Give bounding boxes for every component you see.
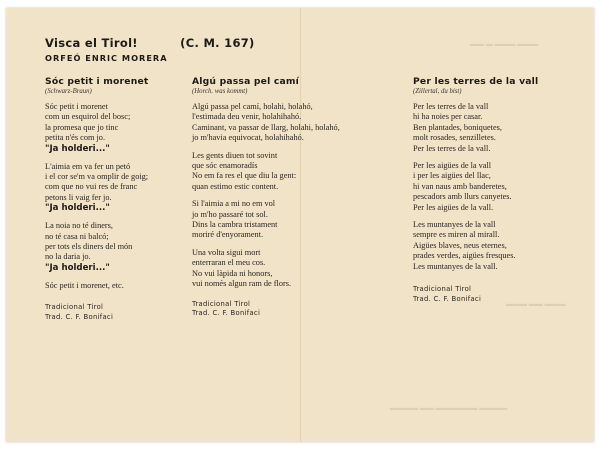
stanza: [413, 102, 588, 154]
song-origin: (Horch. was kommt): [192, 88, 248, 95]
stanza: [413, 161, 588, 213]
verse-line: hi ha noies per casar.: [413, 112, 483, 122]
origin-credit: Tradicional Tirol: [413, 285, 472, 294]
verse-line: Les muntanyes de la vall: [413, 220, 496, 230]
verse-line: jo m'ho passaré tot sol.: [192, 209, 268, 219]
verse-line: l'estimada deu venir, holahihahó.: [192, 112, 302, 122]
verse-line: i per les aigües del llac,: [413, 171, 491, 181]
verse-line: molt rosades, senzilletes.: [413, 133, 496, 143]
verse-line: la promesa que jo tinc: [45, 122, 119, 132]
verse-line: per tots els diners del món: [45, 242, 133, 252]
verse-line: petita n'és com jo.: [45, 133, 106, 143]
verse-line: jo m'havia equivocat, holahihahó.: [192, 133, 304, 143]
choir-name: ORFEÓ ENRIC MORERA: [45, 53, 168, 63]
origin-credit: Tradicional Tirol: [192, 299, 251, 308]
song-origin: (Zillertal, du bist): [413, 88, 462, 95]
verse-line: Per les aigües de la vall: [413, 161, 492, 171]
verse-line: No vui làpida ni honors,: [192, 268, 273, 278]
verse-line: pescadors amb llurs canyetes.: [413, 192, 512, 202]
song-origin: (Schwarz-Braun): [45, 88, 92, 95]
bleed-through-text: ▬▬▬ ▬▬ ▬▬▬: [506, 300, 566, 308]
verse-line: no la daria jo.: [45, 252, 91, 262]
origin-credit: Tradicional Tirol: [45, 303, 104, 312]
song-column-3: [413, 76, 588, 304]
verse-line: Per les terres de la vall.: [413, 143, 491, 153]
stanza: [192, 248, 392, 290]
verse-line: sempre es miren al mirall.: [413, 230, 500, 240]
verse-line: prades verdes, aigües fresques.: [413, 251, 516, 261]
song-column-2: [192, 76, 392, 318]
verse-line: Sóc petit i morenet: [45, 102, 108, 111]
verse-line: i el cor se'm va omplir de goig;: [45, 172, 149, 182]
verse-line: quan estimo estic content.: [192, 181, 279, 191]
verse-line: Dins la cambra tristament: [192, 220, 278, 230]
verse-line: no té casa ni balcó;: [45, 231, 109, 241]
verse-line: Per les aigües de la vall.: [413, 202, 494, 212]
translator-credit: Trad. C. F. Bonifaci: [45, 312, 114, 321]
verse-line: Per les terres de la vall: [413, 102, 489, 111]
title-row: [45, 36, 255, 50]
verse-line: com un esquirol del bosc;: [45, 112, 131, 122]
song-title: Sóc petit i morenet: [45, 76, 149, 87]
verse-line: Caminant, va passar de llarg, holahi, holahó,: [192, 122, 340, 132]
verse-line: Una volta sigui mort: [192, 247, 261, 257]
bleed-through-text: ▬▬ ▬ ▬▬▬ ▬▬▬: [470, 40, 539, 48]
verse-line: com que no vui res de franc: [45, 182, 138, 192]
refrain: "Ja holderi...": [45, 143, 110, 154]
stanza: [413, 220, 588, 272]
refrain: "Ja holderi...": [45, 262, 110, 273]
sheet-title: Visca el Tirol!: [45, 36, 138, 50]
verse-line: Si l'aimia a mi no em vol: [192, 199, 276, 209]
refrain: "Ja holderi...": [45, 203, 110, 214]
verse-line: Les muntanyes de la vall.: [413, 261, 498, 271]
stanza: [192, 151, 392, 193]
song-credits: [413, 285, 588, 304]
stanza: [192, 199, 392, 241]
bleed-through-text: ▬▬▬▬ ▬▬ ▬▬▬▬▬▬ ▬▬▬▬: [390, 404, 508, 412]
verse-line: Aigües blaves, neus eternes,: [413, 240, 507, 250]
stanza: [192, 102, 392, 144]
verse-line: No em fa res el que diu la gent:: [192, 171, 297, 181]
verse-line: Les gents diuen tot sovint: [192, 150, 278, 160]
song-title: Per les terres de la vall: [413, 76, 539, 87]
verse-line: Sóc petit i morenet, etc.: [45, 280, 124, 290]
verse-line: hi van naus amb banderetes,: [413, 181, 507, 191]
verse-line: que sóc enamoradís: [192, 161, 258, 171]
verse-line: petons li vaig fer jo.: [45, 192, 112, 202]
verse-line: vui només algun ram de flors.: [192, 279, 292, 289]
translator-credit: Trad. C. F. Bonifaci: [413, 294, 482, 303]
verse-line: moriré d'enyorament.: [192, 230, 264, 240]
translator-credit: Trad. C. F. Bonifaci: [192, 308, 261, 317]
song-title: Algú passa pel camí: [192, 76, 300, 87]
verse-line: enterraran el meu cos.: [192, 258, 266, 268]
song-credits: [192, 300, 392, 319]
sheet-header: [45, 36, 255, 63]
verse-line: L'aimia em va fer un petó: [45, 161, 131, 171]
verse-line: La noia no té diners,: [45, 221, 113, 231]
catalog-code: (C. M. 167): [180, 36, 255, 50]
verse-line: Algú passa pel camí, holahi, holahó,: [192, 102, 313, 111]
verse-line: Ben plantades, boniquetes,: [413, 122, 502, 132]
